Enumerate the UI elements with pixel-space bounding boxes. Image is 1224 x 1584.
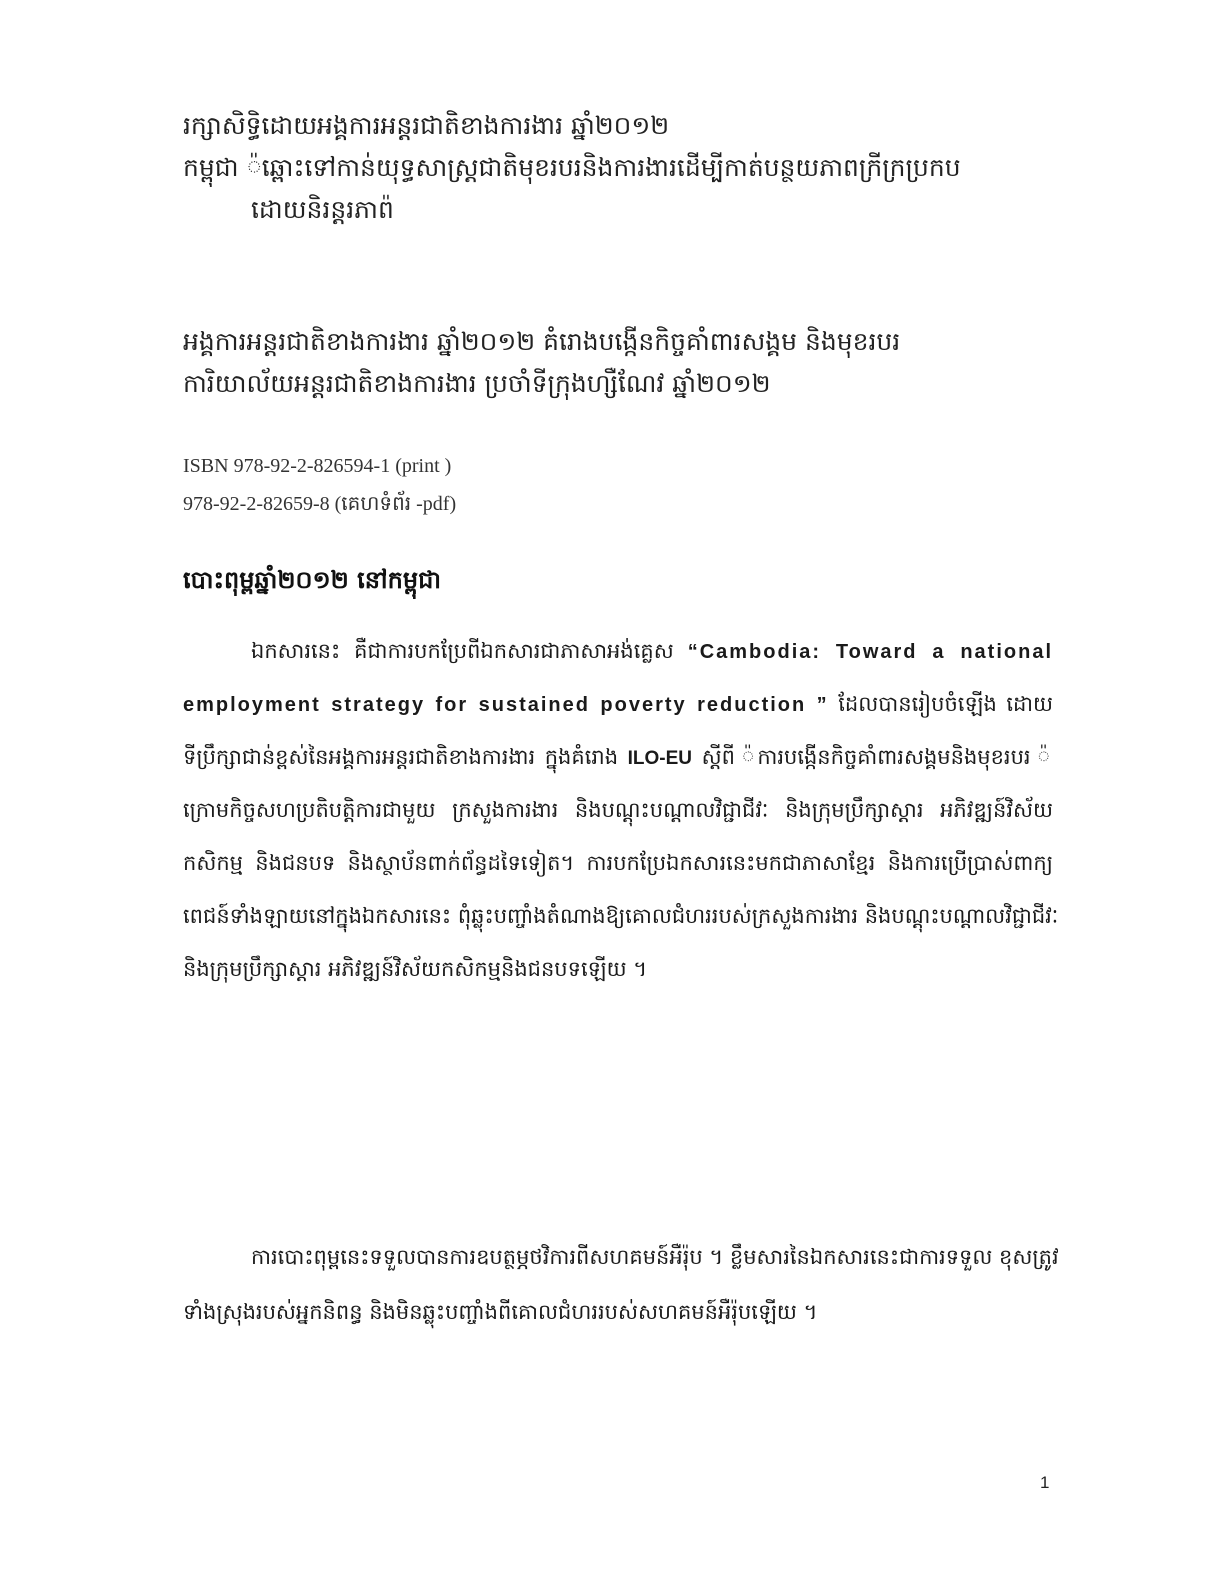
publisher-line-2: ការិយាល័យអន្តរជាតិខាងការងារ ប្រចាំទីក្រុងហ្សឺណែវ ឆ្នាំ២០១២ bbox=[183, 369, 771, 398]
paragraph-text: ទីប្រឹក្សាជាន់ខ្ពស់នៃអង្គការអន្តរជាតិខាងការងារ ក្នុងគំរោង bbox=[183, 745, 619, 769]
paragraph-line: ក្រោមកិច្ចសហប្រតិបត្តិការជាមួយ ក្រសួងការងារ និងបណ្តុះបណ្តាលវិជ្ជាជីវៈ និងក្រុមប្រឹក្សាស្តារ អភិវឌ្ឍន៍វិស័យ bbox=[183, 798, 1053, 822]
copyright-line-1: រក្សាសិទ្ធិដោយអង្គការអន្តរជាតិខាងការងារ ឆ្នាំ២០១២ bbox=[183, 111, 670, 140]
isbn-print: ISBN 978-92-2-826594-1 (print ) bbox=[183, 455, 452, 477]
translation-paragraph bbox=[183, 625, 1059, 996]
paragraph-line: កសិកម្ម និងជនបទ និងស្ថាប័នពាក់ព័ន្ធដទៃទៀត។ ការបកប្រែឯកសារនេះមកជាភាសាខ្មែរ និងការប្រើប្រាស់ពាក្យ bbox=[183, 851, 1053, 875]
paragraph-line: ការបោះពុម្ពនេះទទួលបានការឧបត្ថម្ភថវិការពីសហគមន៍អឺរ៉ុប ។ ខ្លឹមសារនៃឯកសារនេះជាការទទួល ខុសត្រូវ bbox=[251, 1245, 1059, 1269]
page-number: 1 bbox=[1040, 1473, 1050, 1492]
english-title: employment strategy for sustained poverty reduction ” bbox=[183, 694, 829, 716]
paragraph-line bbox=[183, 625, 1053, 678]
english-title: “Cambodia: Toward a national bbox=[687, 641, 1054, 663]
copyright-line-2: កម្ពុជា ៉ឆ្ពោះទៅកាន់យុទ្ធសាស្ត្រជាតិមុខរបរនិងការងារដើម្បីកាត់បន្ថយភាពក្រីក្រប្រកប bbox=[183, 153, 961, 182]
publisher-line-1: អង្គការអន្តរជាតិខាងការងារ ឆ្នាំ២០១២ គំរោងបង្កើនកិច្ចគាំពារសង្គម និងមុខរបរ bbox=[183, 327, 901, 356]
funding-paragraph bbox=[183, 1230, 1059, 1340]
paragraph-line: និងក្រុមប្រឹក្សាស្តារ អភិវឌ្ឍន៍វិស័យកសិកម្មនិងជនបទឡើយ ។ bbox=[183, 957, 648, 981]
paragraph-text: ស្តីពី ៉ការបង្កើនកិច្ចគាំពារសង្គមនិងមុខរបរ ៉ bbox=[701, 745, 1053, 769]
paragraph-text: ដែលបានរៀបចំឡើង ដោយ bbox=[838, 692, 1053, 716]
copyright-line-3: ដោយនិរន្តរភាព៉ bbox=[251, 195, 394, 224]
paragraph-line bbox=[183, 678, 1053, 731]
paragraph-line: ពេជន៍ទាំងឡាយនៅក្នុងឯកសារនេះ ពុំឆ្លុះបញ្ចាំងតំណាងឱ្យគោលជំហររបស់ក្រសួងការងារ និងបណ្តុះបណ្តាលវិជ្ជាជីវៈ bbox=[183, 904, 1059, 928]
isbn-pdf: 978-92-2-82659-8 (គេហទំព័រ -pdf) bbox=[183, 493, 457, 515]
project-code: ILO-EU bbox=[627, 748, 693, 769]
paragraph-line bbox=[183, 731, 1053, 784]
paragraph-line: ទាំងស្រុងរបស់អ្នកនិពន្ធ និងមិនឆ្លុះបញ្ចាំងពីគោលជំហររបស់សហគមន៍អឺរ៉ុបឡើយ ។ bbox=[183, 1300, 818, 1324]
paragraph-text: ឯកសារនេះ គឺជាការបកប្រែពីឯកសារជាភាសាអង់គ្លេស bbox=[251, 639, 674, 663]
edition-heading: បោះពុម្ពឆ្នាំ២០១២ នៅកម្ពុជា bbox=[183, 566, 441, 594]
